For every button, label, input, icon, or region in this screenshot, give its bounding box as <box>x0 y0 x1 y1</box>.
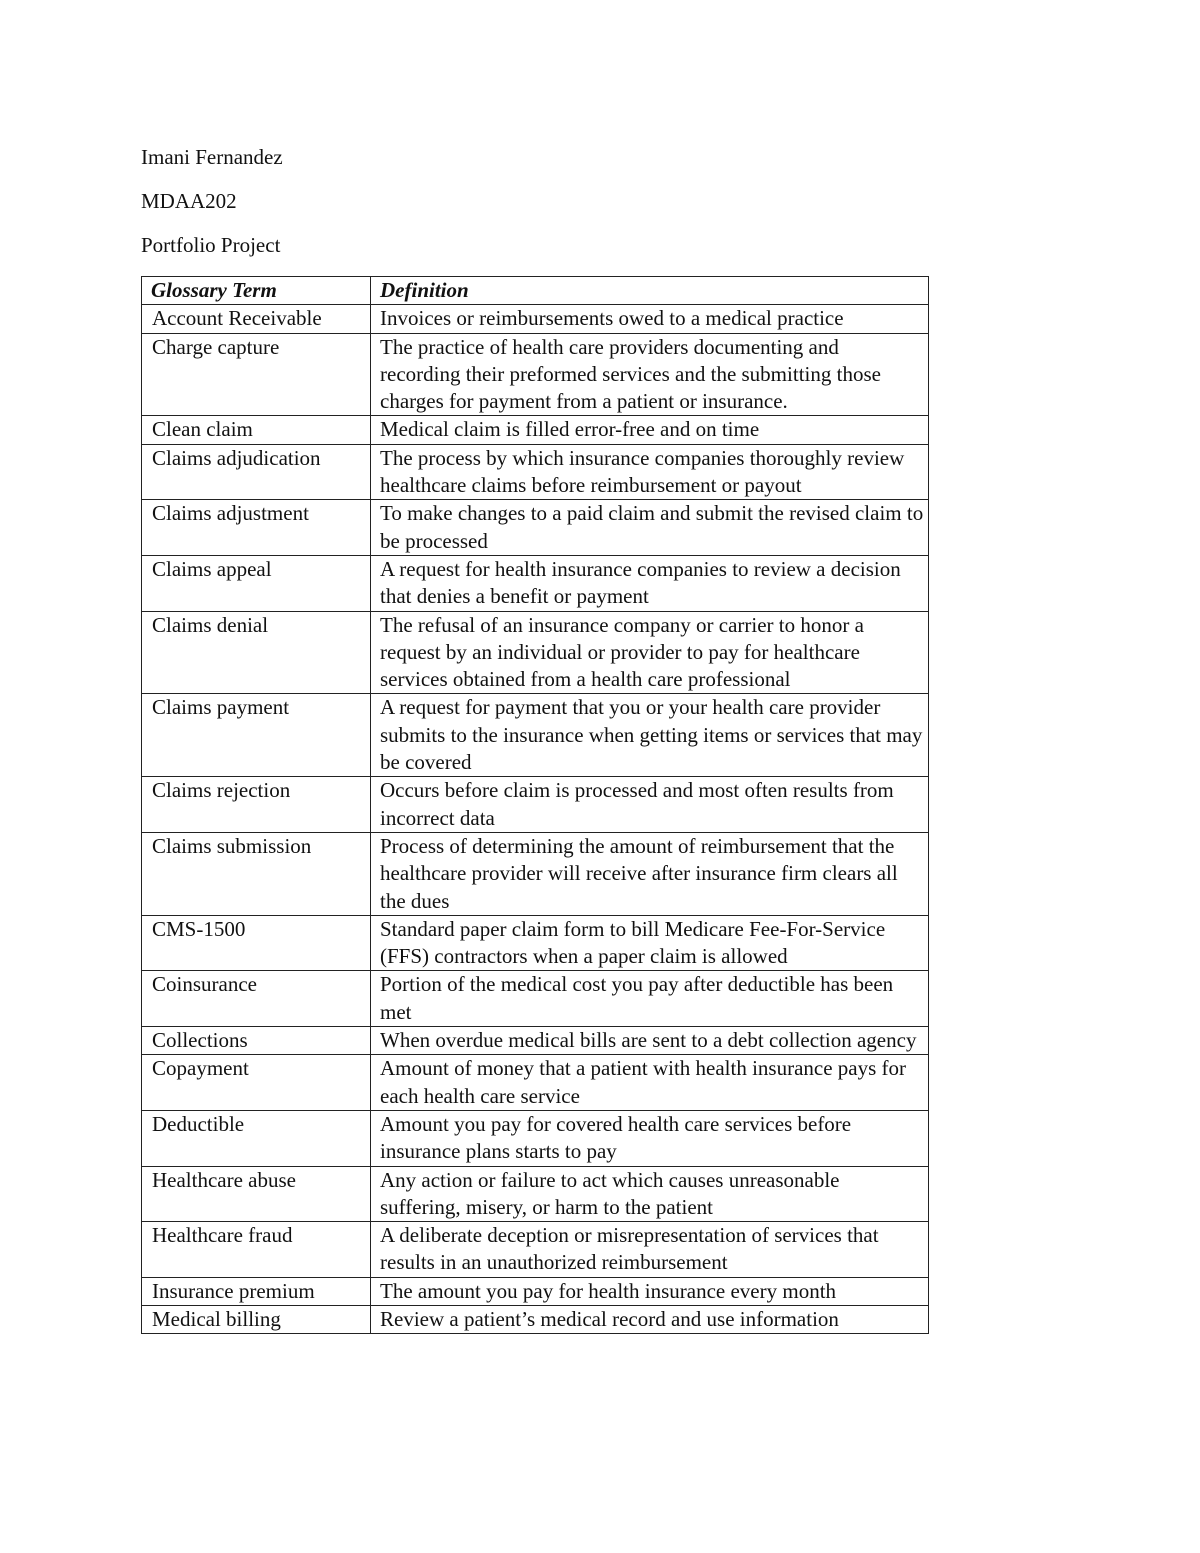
glossary-term: Clean claim <box>142 416 371 444</box>
glossary-definition: The amount you pay for health insurance every month <box>371 1277 929 1305</box>
glossary-definition: Any action or failure to act which causes unreasonable suffering, misery, or harm to the patient <box>371 1166 929 1222</box>
glossary-definition: Process of determining the amount of reimbursement that the healthcare provider will receive after insurance firm clears all the dues <box>371 832 929 915</box>
column-header-term: Glossary Term <box>142 277 371 305</box>
table-row <box>142 1222 929 1278</box>
glossary-definition: The refusal of an insurance company or carrier to honor a request by an individual or provider to pay for healthcare services obtained from a health care professional <box>371 611 929 694</box>
table-row <box>142 832 929 915</box>
table-row <box>142 500 929 556</box>
table-row <box>142 1055 929 1111</box>
glossary-term: Insurance premium <box>142 1277 371 1305</box>
course-code: MDAA202 <box>141 189 237 213</box>
glossary-definition: Portion of the medical cost you pay after deductible has been met <box>371 971 929 1027</box>
glossary-term: Claims denial <box>142 611 371 694</box>
table-row <box>142 1305 929 1333</box>
glossary-definition: To make changes to a paid claim and submit the revised claim to be processed <box>371 500 929 556</box>
glossary-definition: Occurs before claim is processed and most often results from incorrect data <box>371 777 929 833</box>
glossary-term: Account Receivable <box>142 305 371 333</box>
table-row <box>142 305 929 333</box>
glossary-definition: A request for payment that you or your health care provider submits to the insurance when getting items or services that may be covered <box>371 694 929 777</box>
glossary-definition: Medical claim is filled error-free and on time <box>371 416 929 444</box>
glossary-table <box>141 276 929 1334</box>
table-row <box>142 694 929 777</box>
glossary-term: Claims adjustment <box>142 500 371 556</box>
table-row <box>142 333 929 416</box>
table-row <box>142 1277 929 1305</box>
table-row <box>142 1166 929 1222</box>
glossary-term: Deductible <box>142 1110 371 1166</box>
glossary-term: Claims adjudication <box>142 444 371 500</box>
table-header-row <box>142 277 929 305</box>
project-title: Portfolio Project <box>141 233 281 257</box>
glossary-definition: Invoices or reimbursements owed to a medical practice <box>371 305 929 333</box>
glossary-term: Healthcare abuse <box>142 1166 371 1222</box>
glossary-definition: Amount of money that a patient with health insurance pays for each health care service <box>371 1055 929 1111</box>
glossary-term: CMS-1500 <box>142 915 371 971</box>
table-row <box>142 555 929 611</box>
glossary-definition: A request for health insurance companies to review a decision that denies a benefit or payment <box>371 555 929 611</box>
glossary-term: Claims payment <box>142 694 371 777</box>
glossary-definition: Review a patient’s medical record and use information <box>371 1305 929 1333</box>
table-row <box>142 444 929 500</box>
glossary-term: Claims rejection <box>142 777 371 833</box>
table-row <box>142 915 929 971</box>
glossary-term: Charge capture <box>142 333 371 416</box>
glossary-term: Healthcare fraud <box>142 1222 371 1278</box>
table-row <box>142 611 929 694</box>
glossary-term: Collections <box>142 1027 371 1055</box>
glossary-term: Claims submission <box>142 832 371 915</box>
glossary-definition: When overdue medical bills are sent to a debt collection agency <box>371 1027 929 1055</box>
table-row <box>142 777 929 833</box>
glossary-definition: Amount you pay for covered health care services before insurance plans starts to pay <box>371 1110 929 1166</box>
glossary-definition: A deliberate deception or misrepresentation of services that results in an unauthorized reimbursement <box>371 1222 929 1278</box>
table-row <box>142 1027 929 1055</box>
glossary-term: Coinsurance <box>142 971 371 1027</box>
glossary-definition: The practice of health care providers documenting and recording their preformed services and the submitting those charges for payment from a patient or insurance. <box>371 333 929 416</box>
glossary-term: Medical billing <box>142 1305 371 1333</box>
table-row <box>142 416 929 444</box>
table-row <box>142 1110 929 1166</box>
table-row <box>142 971 929 1027</box>
column-header-definition: Definition <box>371 277 929 305</box>
student-name: Imani Fernandez <box>141 145 283 169</box>
glossary-term: Claims appeal <box>142 555 371 611</box>
glossary-term: Copayment <box>142 1055 371 1111</box>
glossary-definition: Standard paper claim form to bill Medicare Fee-For-Service (FFS) contractors when a paper claim is allowed <box>371 915 929 971</box>
glossary-definition: The process by which insurance companies thoroughly review healthcare claims before reimbursement or payout <box>371 444 929 500</box>
